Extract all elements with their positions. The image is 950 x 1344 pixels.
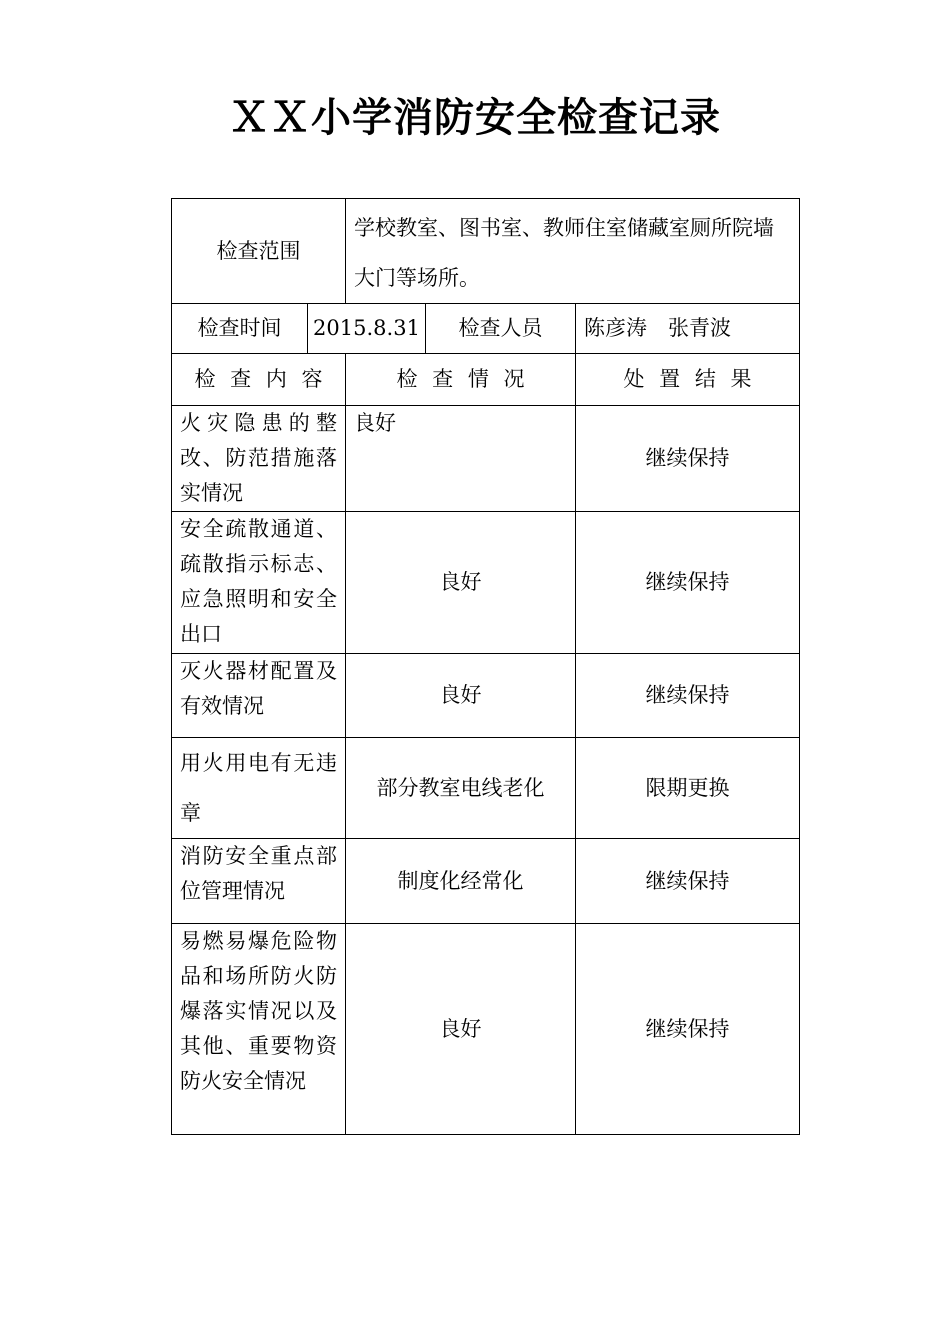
- check-item: 消防安全重点部位管理情况: [172, 839, 346, 924]
- scope-row: [172, 199, 800, 304]
- check-result: 继续保持: [576, 839, 800, 924]
- table-row: [172, 924, 800, 1135]
- time-label: 检查时间: [172, 304, 308, 354]
- header-result-text: 处置结果: [623, 367, 767, 391]
- header-situation-text: 检查情况: [396, 367, 540, 391]
- check-result: 继续保持: [576, 512, 800, 654]
- check-situation: 良好: [346, 924, 576, 1135]
- scope-label: 检查范围: [172, 199, 346, 304]
- inspector-label: 检查人员: [426, 304, 576, 354]
- check-situation: 部分教室电线老化: [346, 738, 576, 839]
- time-value: 2015.8.31: [308, 304, 426, 354]
- table-row: [172, 738, 800, 839]
- check-item: 易燃易爆危险物品和场所防火防爆落实情况以及其他、重要物资防火安全情况: [172, 924, 346, 1135]
- check-situation: 制度化经常化: [346, 839, 576, 924]
- header-row: [172, 354, 800, 406]
- page-title: ＸＸ小学消防安全检查记录: [229, 94, 721, 141]
- header-result: [576, 354, 800, 406]
- header-situation: [346, 354, 576, 406]
- meta-row: [172, 304, 800, 354]
- table-row: [172, 512, 800, 654]
- table-row: [172, 654, 800, 738]
- table-row: [172, 406, 800, 512]
- check-item: 火灾隐患的整改、防范措施落实情况: [172, 406, 346, 512]
- check-item: 安全疏散通道、疏散指示标志、应急照明和安全出口: [172, 512, 346, 654]
- table-row: [172, 839, 800, 924]
- header-content-text: 检查内容: [194, 367, 338, 391]
- check-situation: 良好: [346, 512, 576, 654]
- check-item: 灭火器材配置及有效情况: [172, 654, 346, 738]
- check-result: 限期更换: [576, 738, 800, 839]
- check-result: 继续保持: [576, 654, 800, 738]
- inspector-value: 陈彦涛 张青波: [576, 304, 800, 354]
- scope-value: 学校教室、图书室、教师住室储藏室厕所院墙大门等场所。: [346, 199, 800, 304]
- header-content: [172, 354, 346, 406]
- check-item: 用火用电有无违章: [172, 738, 346, 839]
- check-situation: 良好: [346, 406, 576, 512]
- check-result: 继续保持: [576, 924, 800, 1135]
- inspection-record-table: [171, 198, 800, 1135]
- check-result: 继续保持: [576, 406, 800, 512]
- check-situation: 良好: [346, 654, 576, 738]
